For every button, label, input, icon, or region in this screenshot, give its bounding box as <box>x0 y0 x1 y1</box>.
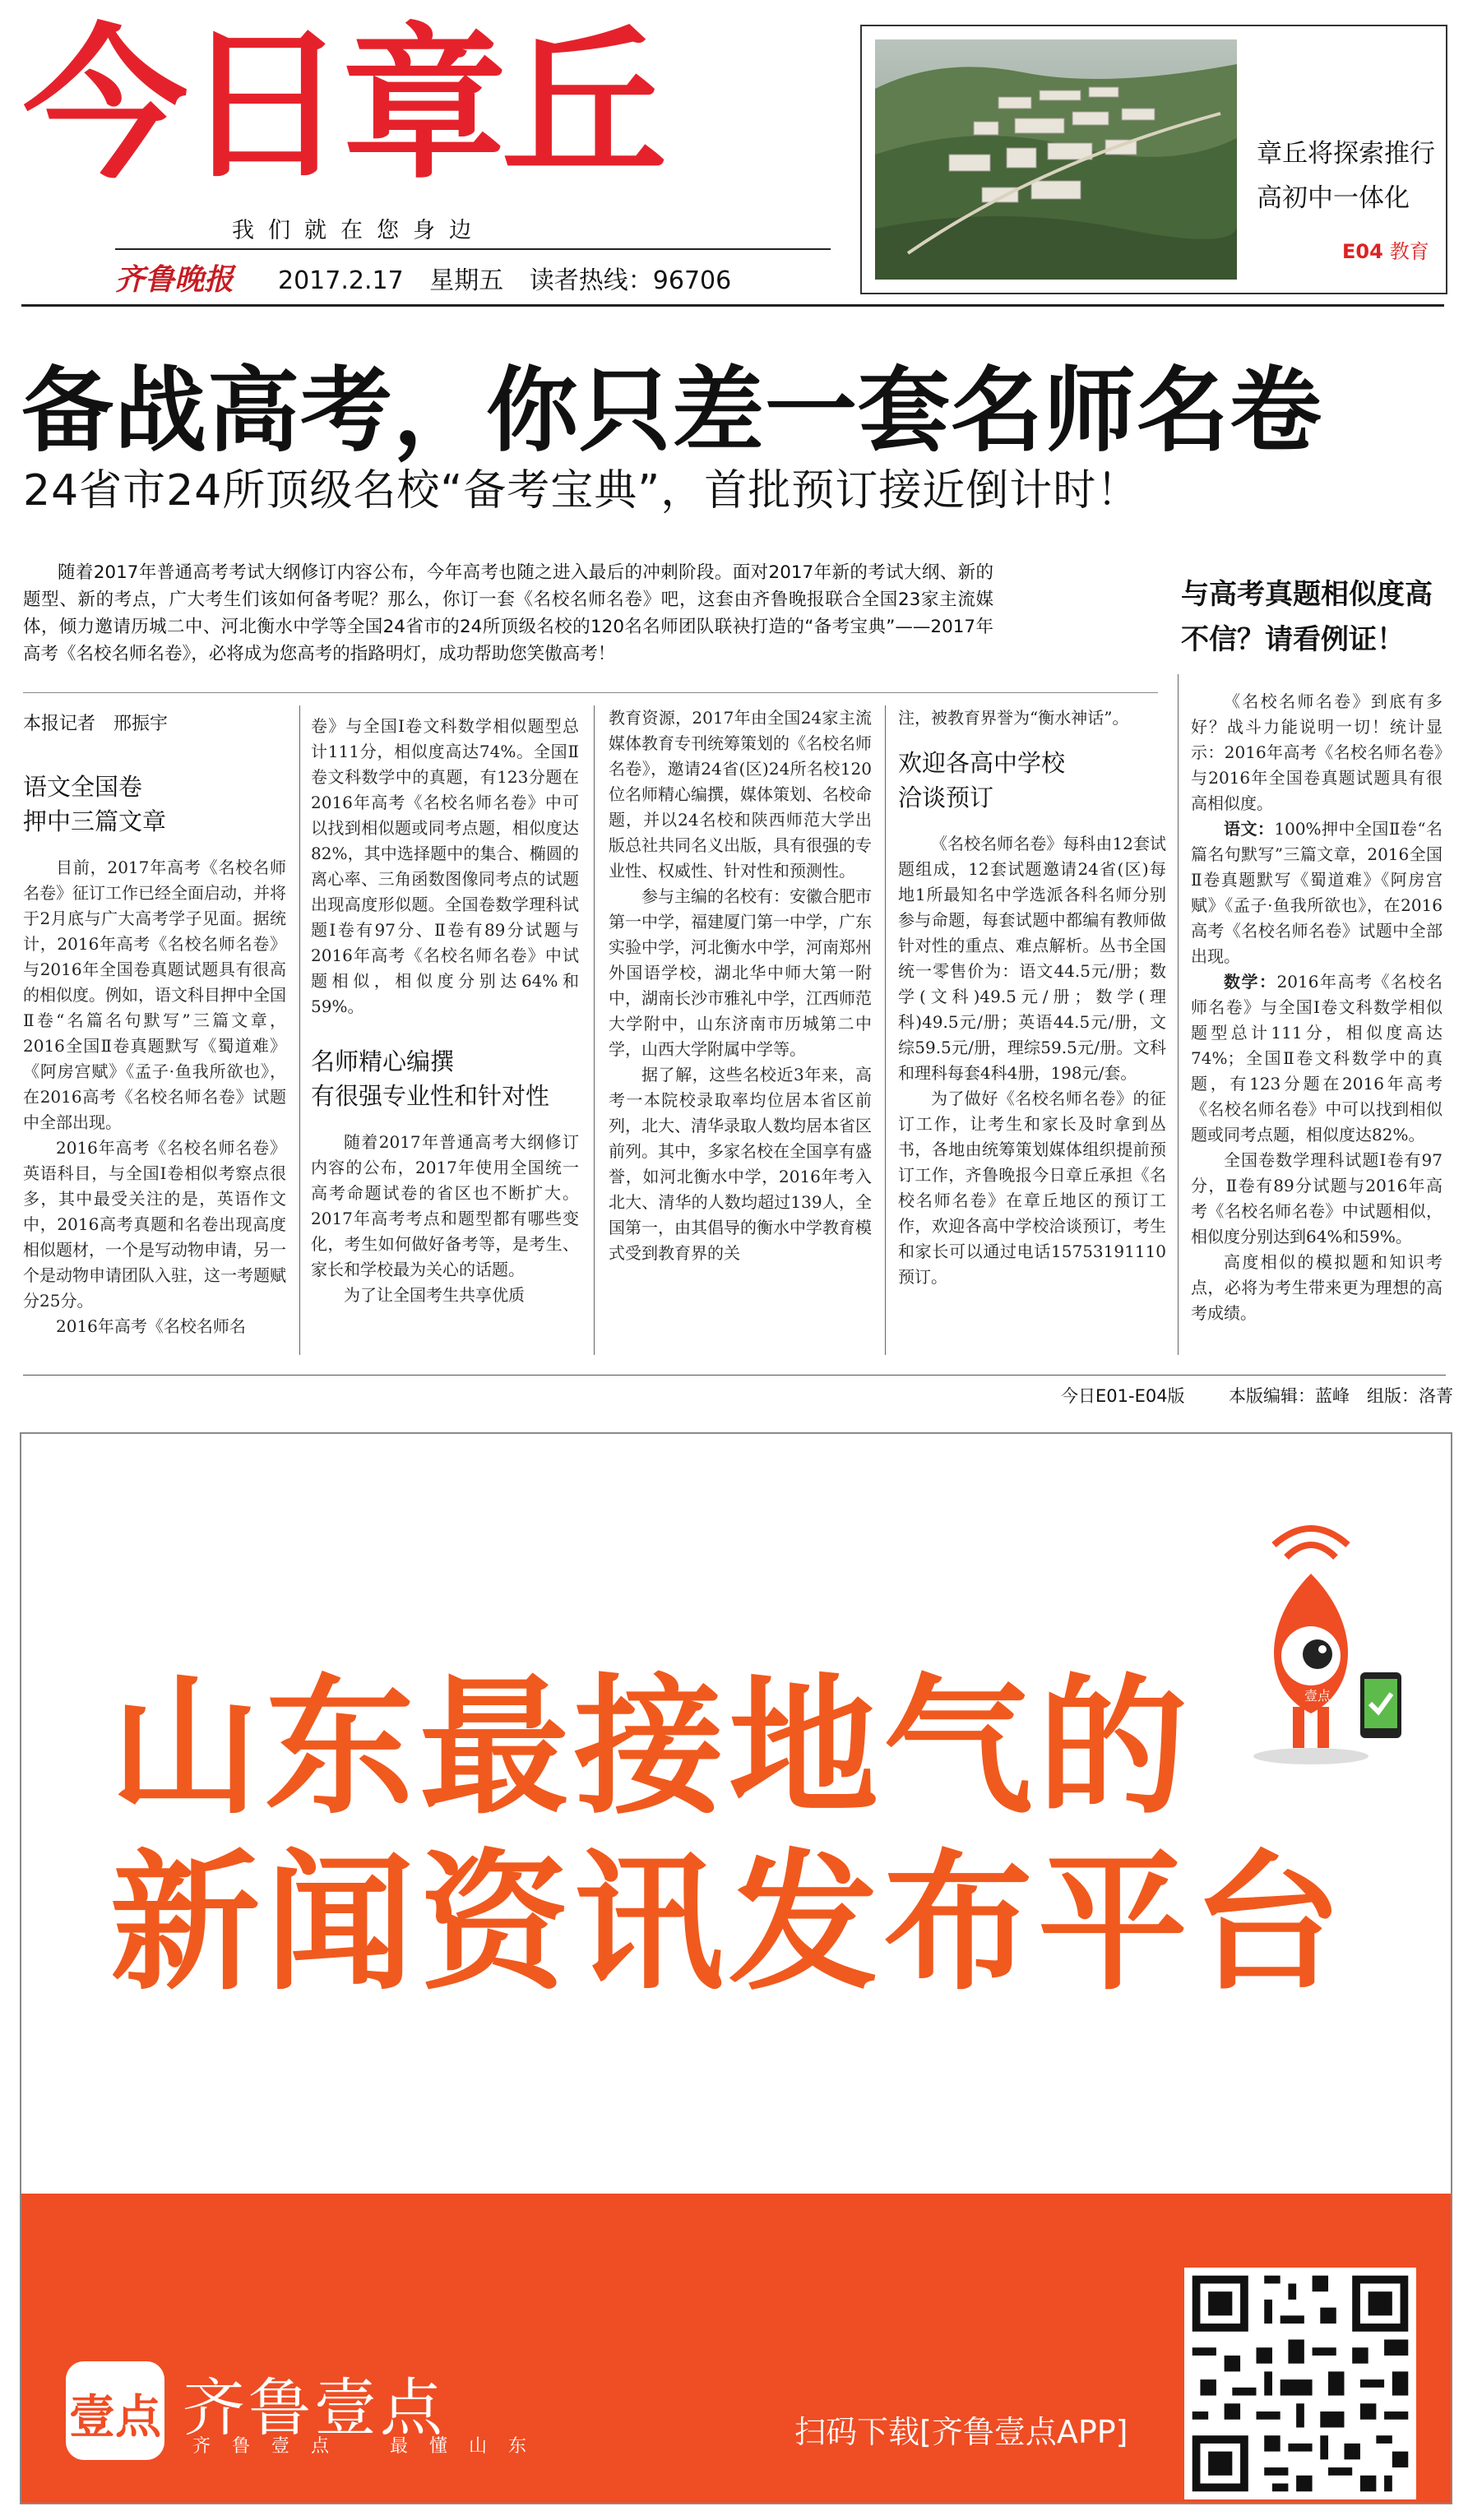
main-headline: 备战高考，你只差一套名师名卷 <box>21 358 1322 465</box>
lead-divider <box>23 692 1158 693</box>
article-paragraph: 随着2017年普通高考大纲修订内容的公布，2017年使用全国统一高考命题试卷的省区也不断扩大。2017年高考考点和题型都有哪些变化，考生如何做好备考等，是考生、家长和学校最为关心的话题。 <box>311 1132 579 1279</box>
section-heading: 名师精心编撰 有很强专业性和针对性 <box>311 1047 550 1110</box>
subject-label: 数学： <box>1224 972 1277 992</box>
article-column-1 <box>23 745 286 1339</box>
footer-rule <box>23 1375 1446 1376</box>
article-paragraph: 《名校名师名卷》每科由12套试题组成，12套试题邀请24省(区)每地1所最知名中学选派各科名师分别参与命题，每套试题中都编有教师做针对性的重点、难点解析。丛书全国统一零售价为：语文44.5元/册；数学(文科)49.5元/册；数学(理科)49.5元/册；英语44.5元/册，文综59.5元/册，理综59.5元/册。文科和理科每套4科4册，198元/套。 <box>898 834 1166 1083</box>
column-divider <box>1178 674 1179 1355</box>
section-heading: 欢迎各高中学校 洽谈预订 <box>898 749 1066 811</box>
article-text: 2016年高考《名校名师名卷》与全国Ⅰ卷文科数学相似题型总计111分，相似度高达74%；全国Ⅱ卷文科数学中的真题，有123分题在2016年高考《名校名师名卷》中可以找到相似题或同考点题，相似度达82%。 <box>1191 972 1443 1144</box>
article-text: 100%押中全国Ⅱ卷“名篇名句默写”三篇文章，2016全国Ⅱ卷真题默写《蜀道难》《阿房宫赋》《孟子·鱼我所欲也》，在2016高考《名校名师名卷》试题中全部出现。 <box>1191 819 1443 966</box>
article-paragraph: 参与主编的名校有：安徽合肥市第一中学，福建厦门第一中学，广东实验中学，河北衡水中学，河南郑州外国语学校，湖北华中师大第一附中，湖南长沙市雅礼中学，江西师范大学附中，山东济南市历城第二中学，山西大学附属中学等。 <box>609 886 872 1059</box>
promo-page-ref <box>1342 235 1429 264</box>
issue-weekday: 星期五 <box>429 266 504 295</box>
app-logo-icon <box>66 2361 164 2460</box>
article-paragraph: 2016年高考《名校名师名 <box>56 1316 246 1336</box>
column-divider <box>299 705 300 1355</box>
app-advertisement[interactable] <box>20 1432 1452 2504</box>
ad-headline-line2: 新闻资讯发布平台 <box>110 1836 1347 2010</box>
promo-page-number: E04 <box>1342 240 1383 263</box>
app-brand-name: 齐鲁壹点 <box>183 2371 446 2444</box>
masthead-rule <box>115 248 831 250</box>
byline: 本报记者 邢振宇 <box>23 714 169 734</box>
promo-box[interactable] <box>860 25 1447 294</box>
editor-credit: 本版编辑：蓝峰 组版：洛菁 <box>1229 1386 1453 1406</box>
mascot-icon <box>1229 1524 1426 1771</box>
column-divider <box>885 705 886 1355</box>
article-paragraph: 为了让全国考生共享优质 <box>344 1285 525 1305</box>
article-paragraph: 为了做好《名校名师名卷》的征订工作，让考生和家长及时拿到丛书，各地由统筹策划媒体组织提前预订工作，齐鲁晚报今日章丘承担《名校名师名卷》在章丘地区的预订工作，欢迎各高中学校洽谈预订，考生和家长可以通过电话15753191110预订。 <box>898 1089 1166 1287</box>
masthead-slogan: 我们就在您身边 <box>232 218 485 243</box>
reader-hotline: 读者热线：96706 <box>529 266 732 295</box>
article-paragraph: 高度相似的模拟题和知识考点，必将为考生带来更为理想的高考成绩。 <box>1191 1252 1443 1323</box>
article-paragraph <box>1191 969 1443 1148</box>
ad-headline-line1: 山东最接地气的 <box>110 1660 1192 1834</box>
article-column-4 <box>898 705 1166 1290</box>
mascot-badge: 壹点 <box>1304 1688 1331 1704</box>
promo-headline-line1: 章丘将探索推行 <box>1257 139 1435 169</box>
article-paragraph: 据了解，这些名校近3年来，高考一本院校录取率均位居本省区前列，北大、清华录取人数均居本省区前列。其中，多家名校在全国享有盛誉，如河北衡水中学，2016年考入北大、清华的人数均超过139人，全国第一，由其倡导的衡水中学教育模式受到教育界的关 <box>609 1065 872 1263</box>
app-logo-text: 壹点 <box>69 2391 161 2444</box>
masthead-bottom-rule <box>21 304 1444 307</box>
masthead-logo: 今日章丘 <box>23 10 662 201</box>
article-paragraph: 目前，2017年高考《名校名师名卷》征订工作已经全面启动，并将于2月底与广大高考学子见面。据统计，2016年高考《名校名师名卷》与2016年全国卷真题试题具有很高的相似度。例如，语文科目押中全国Ⅱ卷“名篇名句默写”三篇文章，2016全国Ⅱ卷真题默写《蜀道难》《阿房宫赋》《孟子·鱼我所欲也》，在2016高考《名校名师名卷》试题中全部出现。 <box>23 858 286 1132</box>
article-paragraph: 注，被教育界誉为“衡水神话”。 <box>898 708 1129 728</box>
subject-label: 语文： <box>1224 819 1275 839</box>
dateline <box>278 260 749 296</box>
lead-paragraph: 随着2017年普通高考考试大纲修订内容公布，今年高考也随之进入最后的冲刺阶段。面对2017年新的考试大纲、新的题型、新的考点，广大考生们该如何备考呢？那么，你订一套《名校名师名卷》吧，这套由齐鲁晚报联合全国23家主流媒体，倾力邀请历城二中、河北衡水中学等全国24省市的24所顶级名校的120名名师团队联袂打造的“备考宝典”——2017年高考《名校名师名卷》，必将成为您高考的指路明灯，成功帮助您笑傲高考！ <box>23 562 993 664</box>
article-paragraph: 2016年高考《名校名师名卷》英语科目，与全国Ⅰ卷相似考察点很多，其中最受关注的是，英语作文中，2016高考真题和名卷出现高度相似题材，一个是写动物申请，另一个是动物申请团队入驻，这一考题赋分25分。 <box>23 1138 286 1311</box>
article-column-3 <box>609 705 872 1266</box>
campus-aerial-photo <box>875 39 1237 280</box>
article-paragraph: 全国卷数学理科试题Ⅰ卷有97分，Ⅱ卷有89分试题与2016年高考《名校名师名卷》中试题相似，相似度分别达到64%和59%。 <box>1191 1150 1443 1246</box>
column-divider <box>594 705 595 1355</box>
sidebar-headline-line2: 不信？请看例证！ <box>1181 623 1405 656</box>
scan-download-text[interactable]: 扫码下载[齐鲁壹点APP] <box>794 2414 1128 2450</box>
article-paragraph: 教育资源，2017年由全国24家主流媒体教育专刊统筹策划的《名校名师名卷》，邀请24省(区)24所名校120位名师精心编撰，媒体策划、名校命题，并以24名校和陕西师范大学出版总社共同名义出版，具有很强的专业性、权威性、针对性和预测性。 <box>609 708 872 881</box>
page-range: 今日E01-E04版 <box>1061 1386 1185 1406</box>
issue-date: 2017.2.17 <box>278 266 404 295</box>
article-column-2 <box>311 714 579 1308</box>
newspaper-brand: 齐鲁晚报 <box>115 262 234 297</box>
article-paragraph <box>1191 816 1443 969</box>
section-heading: 语文全国卷 押中三篇文章 <box>23 773 167 835</box>
sidebar-headline <box>1181 572 1433 663</box>
sidebar-headline-line1: 与高考真题相似度高 <box>1181 578 1433 611</box>
qr-code-icon[interactable] <box>1184 2268 1416 2499</box>
article-paragraph: 《名校名师名卷》到底有多好？战斗力能说明一切！统计显示：2016年高考《名校名师名卷》与2016年全国卷真题试题具有很高相似度。 <box>1191 691 1443 813</box>
article-column-5 <box>1191 689 1443 1326</box>
promo-headline-line2: 高初中一体化 <box>1257 183 1410 213</box>
promo-section: 教育 <box>1389 240 1429 263</box>
promo-headline <box>1257 132 1446 220</box>
article-paragraph: 卷》与全国Ⅰ卷文科数学相似题型总计111分，相似度高达74%。全国Ⅱ卷文科数学中的真题，有123分题在2016年高考《名校名师名卷》中可以找到相似题或同考点题，相似度达82%，其中选择题中的集合、椭圆的离心率、三角函数图像同考点的试题出现高度形似题。全国卷数学理科试题Ⅰ卷有97分、Ⅱ卷有89分试题与2016年高考《名校名师名卷》中试题相似，相似度分别达64%和59%。 <box>311 716 579 1016</box>
app-brand-tagline: 齐鲁壹点 最懂山东 <box>192 2436 549 2457</box>
sub-headline: 24省市24所顶级名校“备考宝典”，首批预订接近倒计时！ <box>23 466 1141 516</box>
